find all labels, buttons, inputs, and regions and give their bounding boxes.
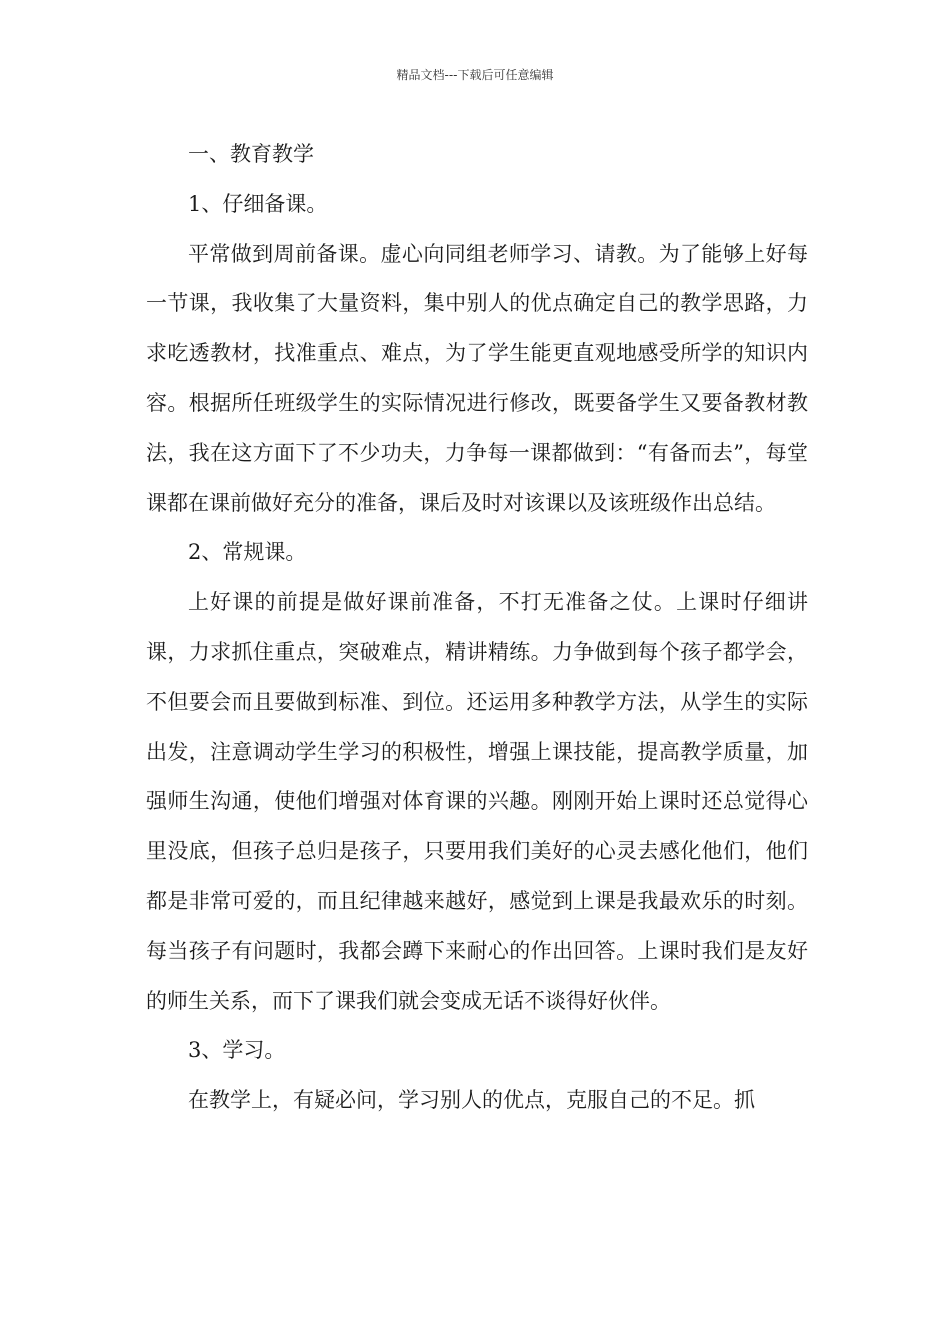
subsection-heading: 3、学习。 (188, 1038, 286, 1063)
section-heading: 一、教育教学 (188, 142, 314, 166)
body-paragraph: 在教学上，有疑必问，学习别人的优点，克服自己的不足。抓 (188, 1088, 755, 1113)
body-paragraph: 上好课的前提是做好课前准备，不打无准备之仗。上课时仔细讲课，力求抓住重点，突破难点，精讲精练。力争做到每个孩子都学会，不但要会而且要做到标准、到位。还运用多种教学方法，从学生的实际出发，注意调动学生学习的积极性，增强上课技能，提高教学质量，加强师生沟通，使他们增强对体育课的兴趣。刚刚开始上课时还总觉得心里没底，但孩子总归是孩子，只要用我们美好的心灵去感化他们，他们都是非常可爱的，而且纪律越来越好，感觉到上课是我最欢乐的时刻。每当孩子有问题时，我都会蹲下来耐心的作出回答。上课时我们是友好的师生关系，而下了课我们就会变成无话不谈得好伙伴。 (146, 590, 808, 1013)
subsection-heading: 2、常规课。 (188, 540, 307, 565)
document-body (146, 130, 808, 1126)
subsection-heading: 1、仔细备课。 (188, 191, 328, 216)
body-paragraph: 平常做到周前备课。虚心向同组老师学习、请教。为了能够上好每一节课，我收集了大量资料，集中别人的优点确定自己的教学思路，力求吃透教材，找准重点、难点，为了学生能更直观地感受所学的知识内容。根据所任班级学生的实际情况进行修改，既要备学生又要备教材教法，我在这方面下了不少功夫，力争每一课都做到：“有备而去”，每堂课都在课前做好充分的准备，课后及时对该课以及该班级作出总结。 (146, 241, 808, 515)
page-header: 精品文档---下载后可任意编辑 (396, 68, 554, 82)
